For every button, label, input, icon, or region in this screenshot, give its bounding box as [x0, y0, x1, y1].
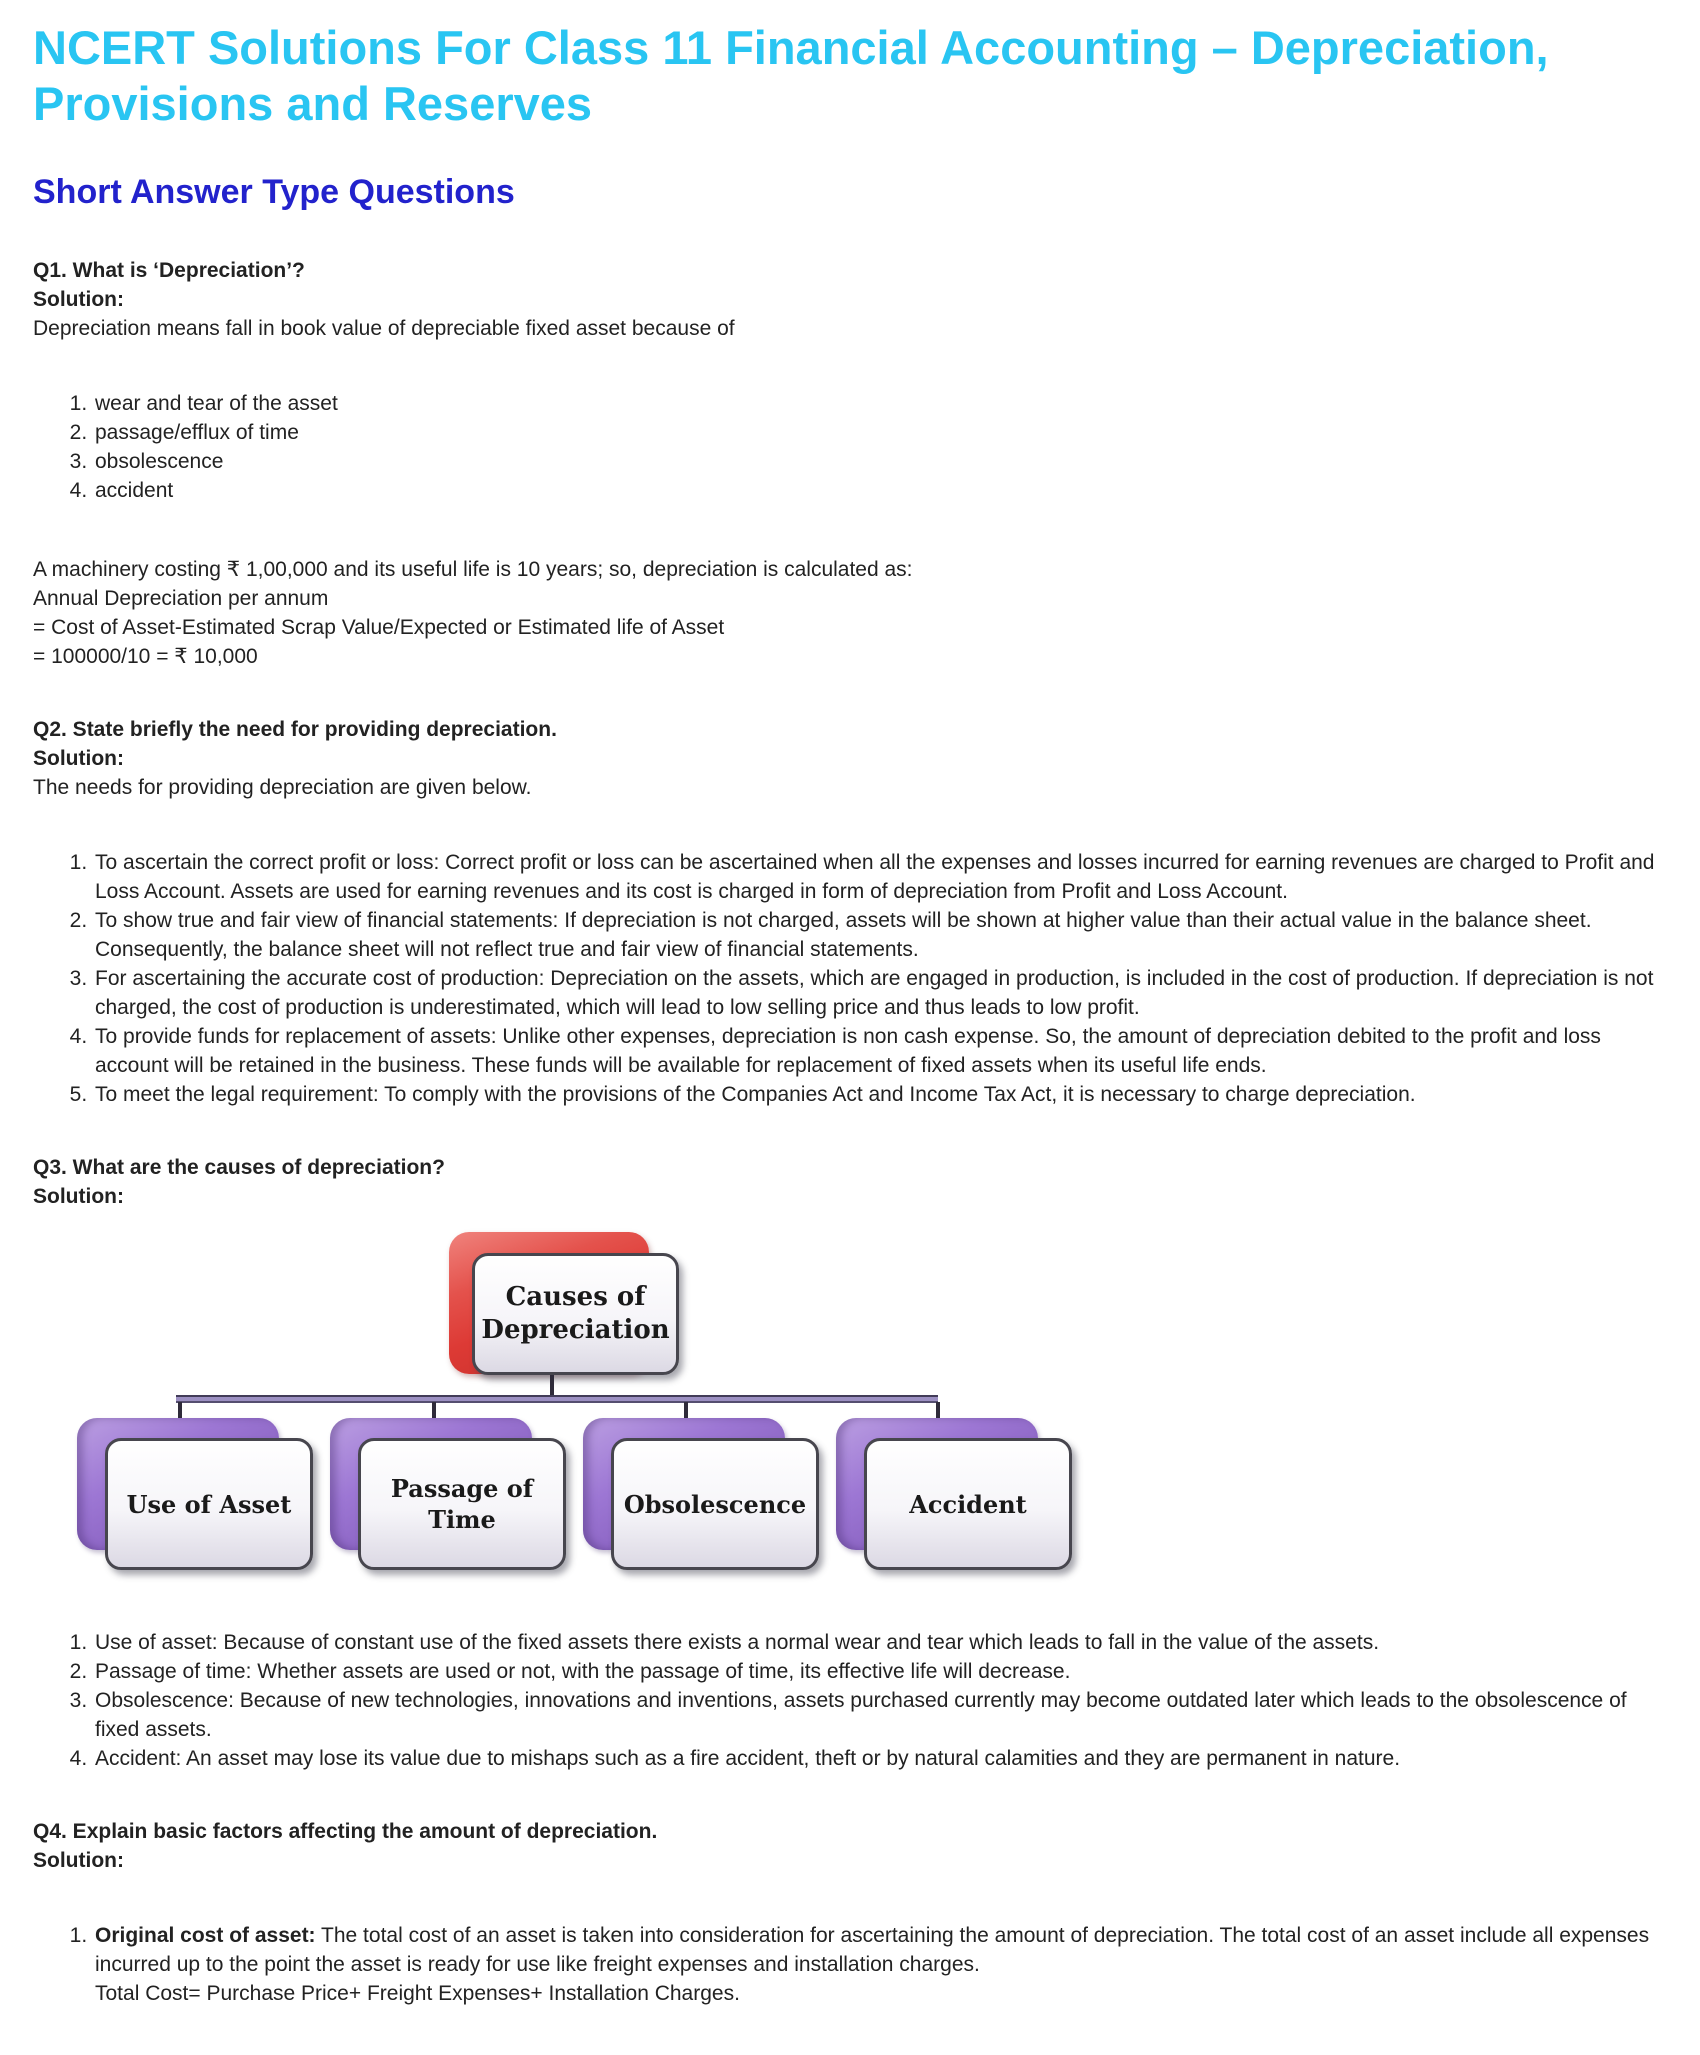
list-item: 2. To show true and fair view of financial statements: If depreciation is not charged, assets will be shown at higher value than their actual value in the balance sheet. Consequently, the balance sheet will not reflect true and fair view of financial statements.	[93, 906, 1664, 964]
q1-intro: Depreciation means fall in book value of depreciable fixed asset because of	[33, 317, 735, 340]
q2-heading: Q2. State briefly the need for providing depreciation.	[33, 718, 557, 741]
question-block-q1	[33, 256, 1664, 671]
q3-heading: Q3. What are the causes of depreciation?	[33, 1156, 445, 1179]
connector-line	[178, 1402, 182, 1418]
diagram-cause-box-obsolescence: Obsolescence	[611, 1438, 819, 1570]
q4-solution-label: Solution:	[33, 1849, 124, 1872]
list-item: 4. accident	[93, 476, 1664, 505]
list-item: 1. Use of asset: Because of constant use of the fixed assets there exists a normal wear and tear which leads to fall in the value of the assets.	[93, 1628, 1664, 1657]
diagram-cause-box-use-of-asset: Use of Asset	[105, 1438, 313, 1570]
calc-line: A machinery costing ₹ 1,00,000 and its useful life is 10 years; so, depreciation is calculated as:	[33, 558, 913, 581]
q2-solution-label: Solution:	[33, 747, 124, 770]
question-block-q4	[33, 1817, 1664, 2008]
q1-list	[33, 389, 1664, 505]
list-item: 4. To provide funds for replacement of assets: Unlike other expenses, depreciation is non cash expense. So, the amount of depreciation debited to the profit and loss account will be retained in the business. These funds will be available for replacement of fixed assets when its useful life ends.	[93, 1022, 1664, 1080]
page-header	[33, 20, 1664, 212]
connector-bar	[176, 1395, 938, 1403]
connector-line	[550, 1375, 554, 1397]
q3-list	[33, 1628, 1664, 1773]
q2-intro: The needs for providing depreciation are given below.	[33, 776, 532, 799]
q1-solution-label: Solution:	[33, 288, 124, 311]
q2-list	[33, 848, 1664, 1109]
diagram-cause-box-accident: Accident	[864, 1438, 1072, 1570]
list-item: 2. Passage of time: Whether assets are used or not, with the passage of time, its effective life will decrease.	[93, 1657, 1664, 1686]
q4-item-formula: Total Cost= Purchase Price+ Freight Expenses+ Installation Charges.	[95, 1982, 740, 2005]
page-title: NCERT Solutions For Class 11 Financial Accounting – Depreciation, Provisions and Reserves	[33, 21, 1549, 130]
calc-line: Annual Depreciation per annum	[33, 587, 329, 610]
question-block-q2	[33, 715, 1664, 1109]
connector-line	[684, 1402, 688, 1418]
q4-list	[33, 1921, 1664, 2008]
list-item: 3. obsolescence	[93, 447, 1664, 476]
connector-line	[432, 1402, 436, 1418]
diagram-cause-box-passage-of-time: Passage of Time	[358, 1438, 566, 1570]
diagram-root-box: Causes of Depreciation	[472, 1253, 679, 1375]
q4-item-lead: Original cost of asset:	[95, 1924, 316, 1947]
causes-of-depreciation-diagram	[33, 1230, 1664, 1582]
list-item: 4. Accident: An asset may lose its value due to mishaps such as a fire accident, theft or by natural calamities and they are permanent in nature.	[93, 1744, 1664, 1773]
list-item: 2. passage/efflux of time	[93, 418, 1664, 447]
section-subtitle: Short Answer Type Questions	[33, 173, 515, 211]
q1-heading: Q1. What is ‘Depreciation’?	[33, 259, 305, 282]
q4-heading: Q4. Explain basic factors affecting the amount of depreciation.	[33, 1820, 658, 1843]
list-item: 3. For ascertaining the accurate cost of production: Depreciation on the assets, which are engaged in production, is included in the cost of production. If depreciation is not charged, the cost of production is underestimated, which will lead to low selling price and thus leads to low profit.	[93, 964, 1664, 1022]
connector-line	[936, 1402, 940, 1418]
calc-line: = 100000/10 = ₹ 10,000	[33, 645, 258, 668]
calc-line: = Cost of Asset-Estimated Scrap Value/Expected or Estimated life of Asset	[33, 616, 725, 639]
list-item: 5. To meet the legal requirement: To comply with the provisions of the Companies Act and Income Tax Act, it is necessary to charge depreciation.	[93, 1080, 1664, 1109]
q3-solution-label: Solution:	[33, 1185, 124, 1208]
q1-calculation	[33, 555, 1664, 671]
list-item	[93, 1921, 1664, 2008]
q4-item-text: The total cost of an asset is taken into consideration for ascertaining the amount of depreciation. The total cost of an asset include all expenses incurred up to the point the asset is ready for use like freight expenses and installation charges.	[95, 1924, 1650, 1976]
list-item: 1. To ascertain the correct profit or loss: Correct profit or loss can be ascertained when all the expenses and losses incurred for earning revenues are charged to Profit and Loss Account. Assets are used for earning revenues and its cost is charged in form of depreciation from Profit and Loss Account.	[93, 848, 1664, 906]
list-item: 3. Obsolescence: Because of new technologies, innovations and inventions, assets purchased currently may become outdated later which leads to the obsolescence of fixed assets.	[93, 1686, 1664, 1744]
list-item: 1. wear and tear of the asset	[93, 389, 1664, 418]
question-block-q3	[33, 1153, 1664, 1773]
